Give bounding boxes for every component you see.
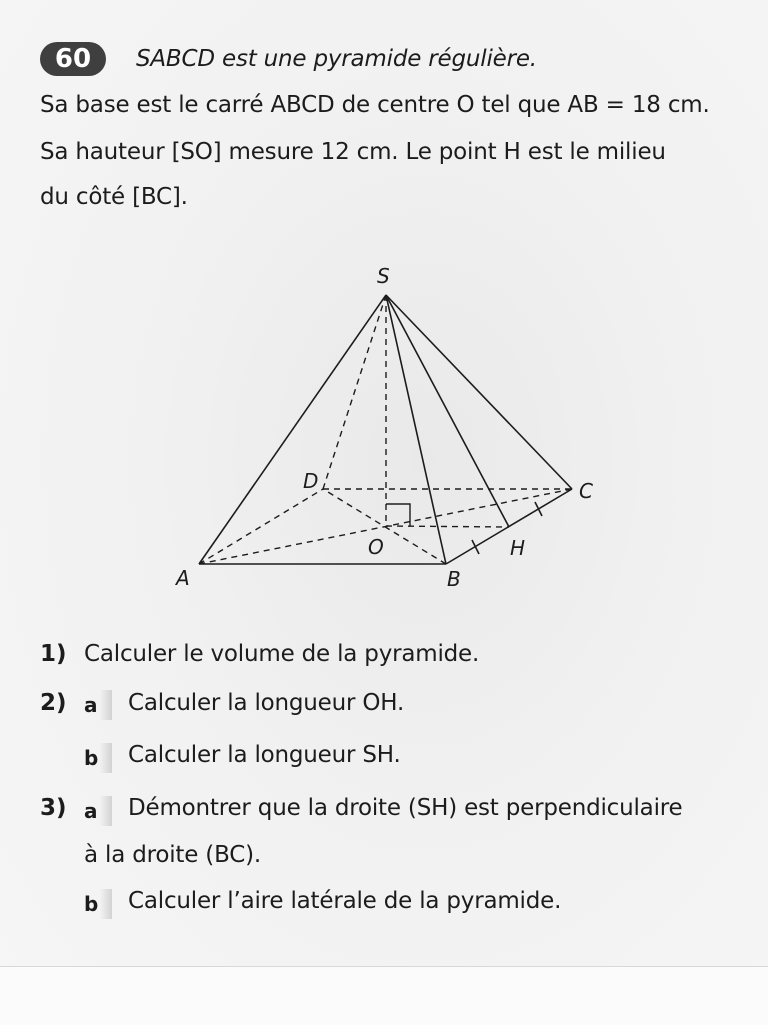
question-1-number: 1) bbox=[40, 641, 67, 667]
label-C: C bbox=[579, 479, 593, 503]
label-D: D bbox=[303, 469, 319, 493]
pyramid-figure bbox=[0, 250, 768, 610]
edge-SC bbox=[386, 295, 572, 489]
tick-mark-HC bbox=[535, 502, 542, 516]
hidden-edge-AD bbox=[199, 489, 323, 564]
statement-line-2: Sa base est le carré ABCD de centre O tel que AB = 18 cm. bbox=[40, 92, 710, 118]
label-S: S bbox=[377, 264, 390, 288]
statement-line-3: Sa hauteur [SO] mesure 12 cm. Le point H est le milieu bbox=[40, 139, 666, 165]
label-H: H bbox=[510, 536, 526, 560]
exercise-number-badge: 60 bbox=[40, 42, 106, 76]
question-1-text: Calculer le volume de la pyramide. bbox=[84, 641, 480, 667]
question-2-number: 2) bbox=[40, 690, 67, 716]
question-3a-letter: a bbox=[84, 796, 112, 826]
question-2a-letter: a bbox=[84, 690, 112, 720]
statement-line-1: SABCD est une pyramide régulière. bbox=[136, 46, 537, 72]
segment-SH bbox=[386, 295, 509, 527]
page-bottom-margin bbox=[0, 966, 768, 1025]
hidden-edge-SD bbox=[323, 295, 386, 489]
statement-line-4: du côté [BC]. bbox=[40, 184, 188, 210]
question-3a-continuation: à la droite (BC). bbox=[84, 842, 261, 868]
edge-SA bbox=[199, 295, 386, 564]
question-2b-letter: b bbox=[84, 743, 112, 773]
label-O: O bbox=[368, 535, 384, 559]
label-B: B bbox=[447, 567, 461, 591]
question-3b-letter: b bbox=[84, 889, 112, 919]
question-2b-text: Calculer la longueur SH. bbox=[128, 742, 401, 768]
label-A: A bbox=[176, 566, 190, 590]
question-3a-text: Démontrer que la droite (SH) est perpendiculaire bbox=[128, 795, 683, 821]
edge-SB bbox=[386, 295, 446, 564]
question-3-number: 3) bbox=[40, 795, 67, 821]
question-3b-text: Calculer l’aire latérale de la pyramide. bbox=[128, 888, 562, 914]
question-2a-text: Calculer la longueur OH. bbox=[128, 690, 405, 716]
segment-OH bbox=[386, 526, 509, 527]
